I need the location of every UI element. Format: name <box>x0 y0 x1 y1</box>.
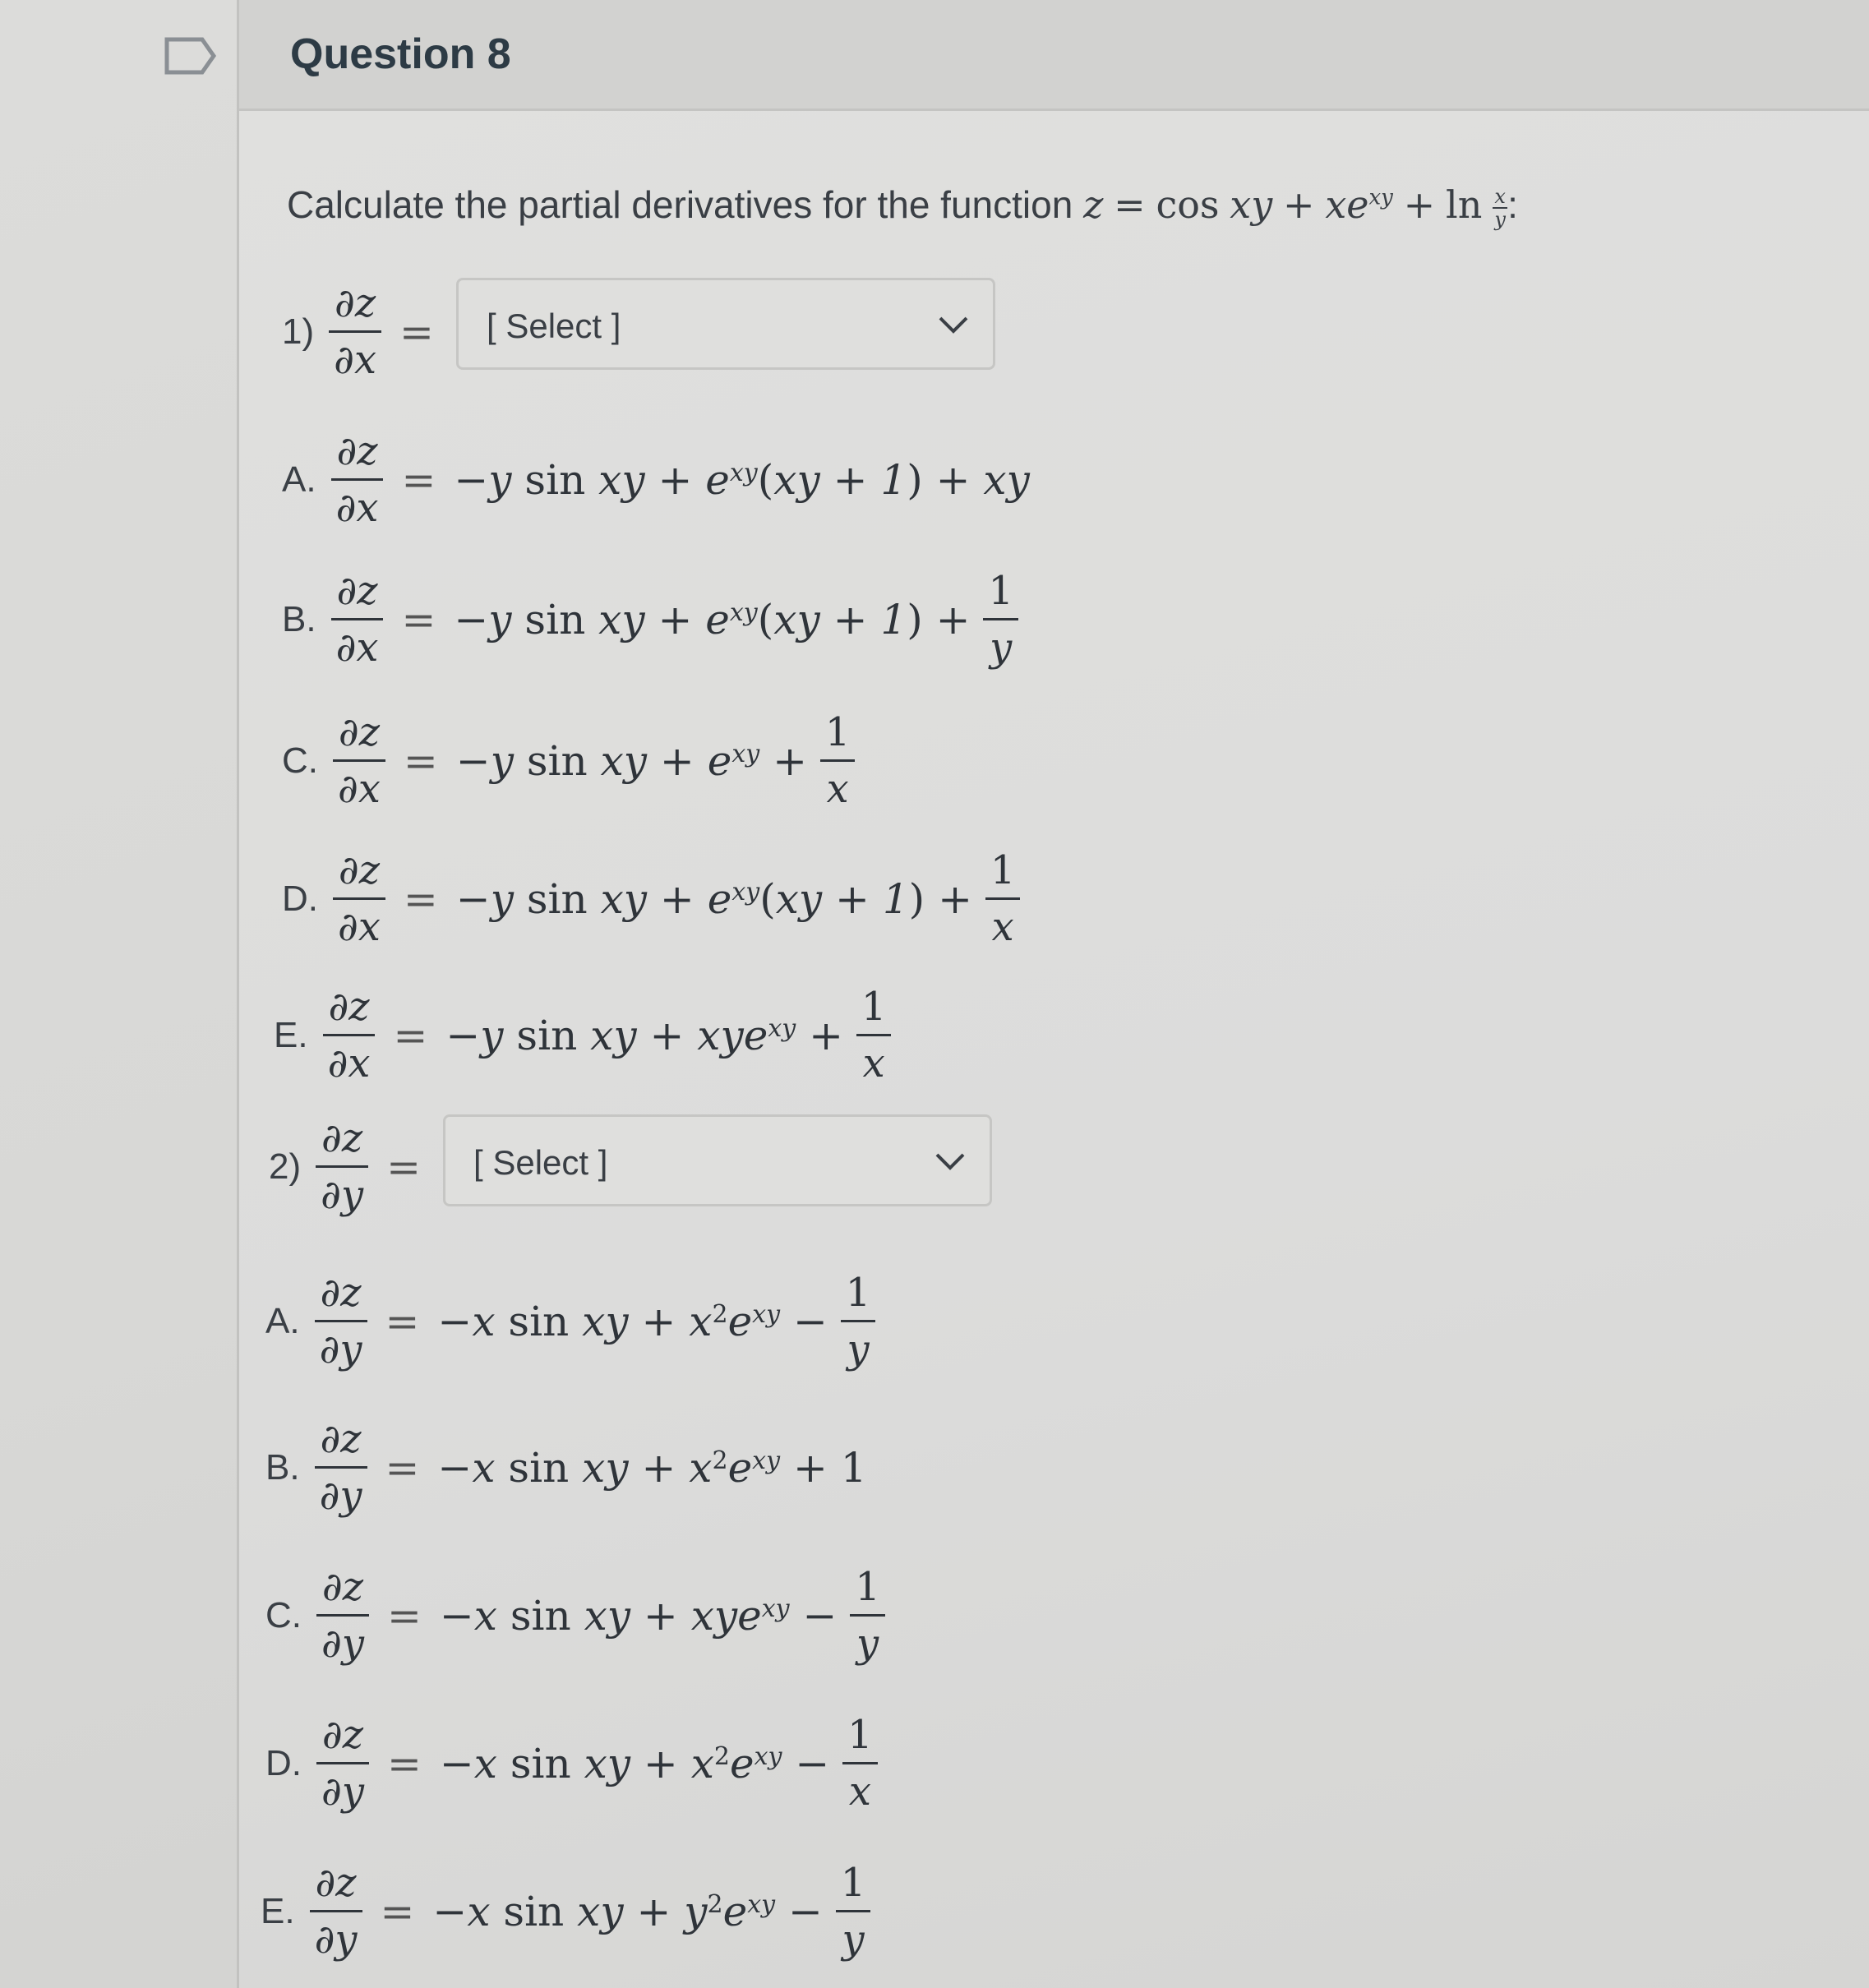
option-letter: B. <box>265 1446 300 1488</box>
part2-option-e: E. $\frac{\partial z}{\partial y}$ = −x sin xy + y $^2$ e $^{xy}$ − $\frac{1}{y}$ <box>261 1859 870 1963</box>
part1-lhs: $\frac{\partial z}{\partial x}$ <box>329 279 381 384</box>
part2-option-d: D. $\frac{\partial z}{\partial y}$ = −x sin xy + x $^2$ e $^{xy}$ − $\frac{1}{x}$ <box>265 1711 878 1815</box>
part2-option-c: C. $\frac{\partial z}{\partial y}$ = −x sin xy + xye $^{xy}$ − $\frac{1}{y}$ <box>265 1563 885 1667</box>
question-panel <box>237 0 1869 1988</box>
part1-answer-select[interactable] <box>456 278 995 370</box>
part1-option-b: B. $\frac{\partial z}{\partial x}$ = −y sin xy + e $^{xy}$ ( xy + 1 ) + $\frac{1}{y}$ <box>282 567 1018 671</box>
equals-sign: = <box>386 1142 421 1191</box>
option-expression: −y sin xy + e $^{xy}$ + $\frac{1}{x}$ <box>456 708 856 813</box>
option-expression: −x sin xy + x $^2$ e $^{xy}$ + 1 <box>437 1443 867 1492</box>
option-letter: E. <box>274 1014 308 1055</box>
option-letter: E. <box>261 1890 295 1931</box>
option-expression: −x sin xy + x $^2$ e $^{xy}$ − $\frac{1}{y}$ <box>437 1269 875 1373</box>
part2-lhs: $\frac{\partial z}{\partial y}$ <box>316 1114 368 1219</box>
option-letter: C. <box>265 1594 302 1635</box>
part1-question-row <box>282 279 452 384</box>
option-expression: −x sin xy + y $^2$ e $^{xy}$ − $\frac{1}{y}$ <box>432 1859 870 1963</box>
option-expression: −y sin xy + xye $^{xy}$ + $\frac{1}{x}$ <box>445 983 891 1087</box>
option-expression: −y sin xy + e $^{xy}$ ( xy + 1 ) + $\frac{1}{y}$ <box>454 567 1018 671</box>
part1-number: 1) <box>282 311 315 352</box>
chevron-down-icon <box>934 1148 967 1174</box>
option-expression: −y sin xy + e $^{xy}$ ( xy + 1 ) + xy <box>454 455 1030 504</box>
option-expression: −x sin xy + x $^2$ e $^{xy}$ − $\frac{1}{x}$ <box>440 1711 878 1815</box>
option-expression: −x sin xy + xye $^{xy}$ − $\frac{1}{y}$ <box>440 1563 885 1667</box>
part2-option-b: B. $\frac{\partial z}{\partial y}$ = −x sin xy + x $^2$ e $^{xy}$ + 1 <box>265 1416 867 1519</box>
option-letter: D. <box>265 1742 302 1783</box>
question-title: Question 8 <box>290 30 511 78</box>
part2-answer-select[interactable] <box>443 1114 992 1206</box>
part2-option-a: A. $\frac{\partial z}{\partial y}$ = −x sin xy + x $^2$ e $^{xy}$ − $\frac{1}{y}$ <box>265 1269 875 1373</box>
part1-option-c: C. $\frac{\partial z}{\partial x}$ = −y sin xy + e $^{xy}$ + $\frac{1}{x}$ <box>282 708 855 813</box>
option-expression: −y sin xy + e $^{xy}$ ( xy + 1 ) + $\frac{1}{x}$ <box>456 846 1021 951</box>
option-letter: D. <box>282 878 318 919</box>
chevron-down-icon <box>937 311 970 338</box>
prompt-text: Calculate the partial derivatives for the function <box>287 183 1073 226</box>
equals-sign: = <box>399 307 434 356</box>
option-letter: B. <box>282 598 316 639</box>
part1-option-e: E. $\frac{\partial z}{\partial x}$ = −y sin xy + xye $^{xy}$ + $\frac{1}{x}$ <box>274 983 891 1087</box>
part2-select-label: [ Select ] <box>473 1143 608 1182</box>
question-header <box>239 0 1869 111</box>
bookmark-icon[interactable] <box>164 37 217 75</box>
option-letter: A. <box>282 459 316 500</box>
part1-select-label: [ Select ] <box>487 307 621 345</box>
option-letter: C. <box>282 740 318 781</box>
part1-option-a: A. $\frac{\partial z}{\partial x}$ = −y sin xy + e $^{xy}$ ( xy + 1 ) + xy <box>282 428 1030 531</box>
part2-number: 2) <box>269 1146 302 1187</box>
part2-question-row <box>269 1114 439 1219</box>
option-letter: A. <box>265 1300 300 1341</box>
part1-option-d: D. $\frac{\partial z}{\partial x}$ = −y sin xy + e $^{xy}$ ( xy + 1 ) + $\frac{1}{x}$ <box>282 846 1020 951</box>
question-prompt <box>287 182 1518 229</box>
prompt-function: z = cos xy + $xe^{xy} + \ln$ $\frac{x}{y}$ : <box>1083 182 1518 231</box>
